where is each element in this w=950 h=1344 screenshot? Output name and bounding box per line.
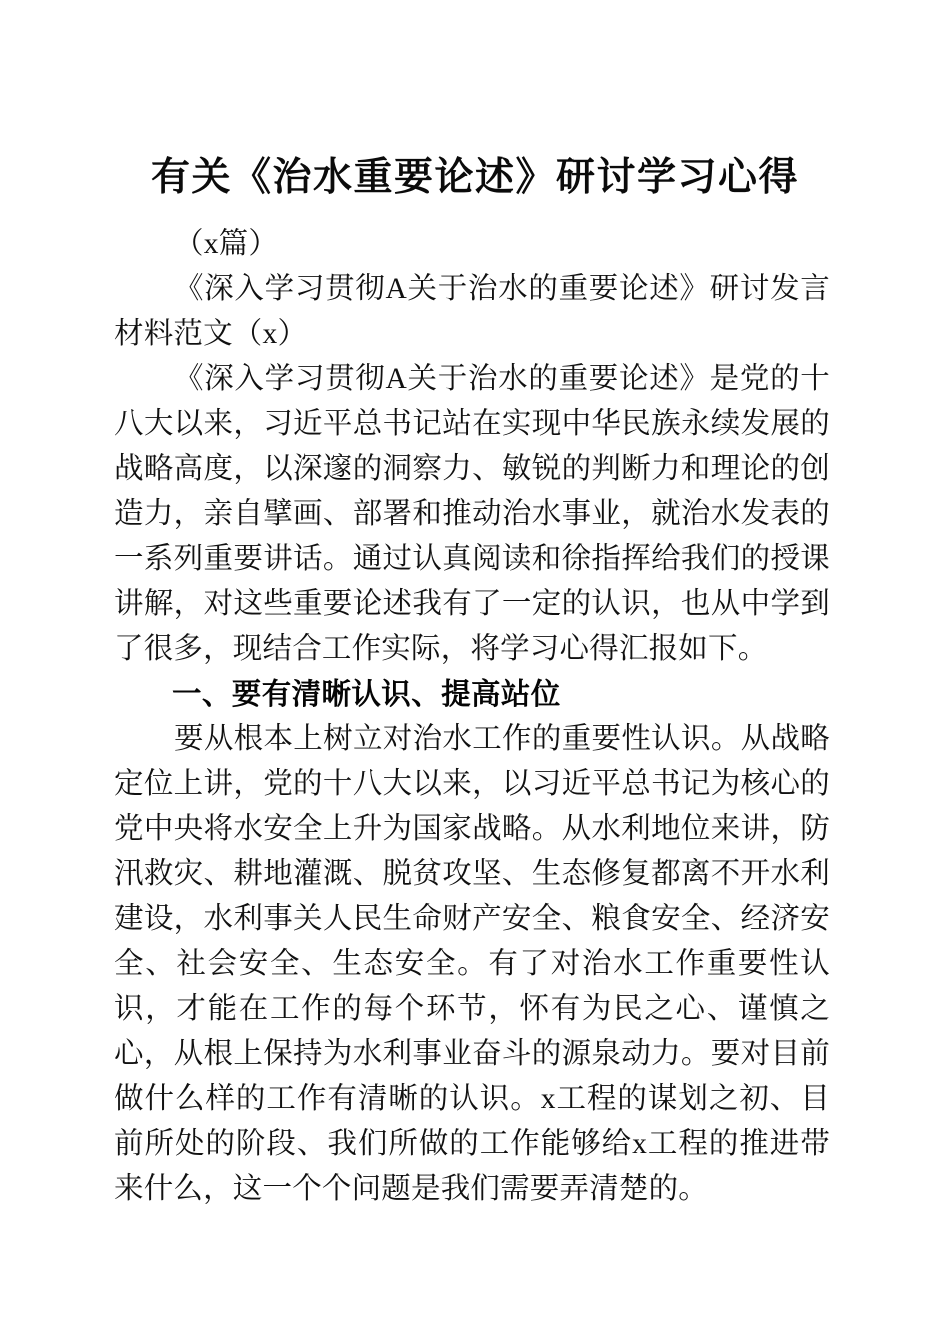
section-heading-one: 一、要有清晰认识、提高站位 (172, 678, 561, 711)
document-body (114, 222, 830, 1212)
paragraph-subtitle-line: 《深入学习贯彻A关于治水的重要论述》研讨发言材料范文（x） (114, 273, 830, 350)
page-title: 有关《治水重要论述》研讨学习心得 (150, 156, 799, 200)
paragraph-intro: 《深入学习贯彻A关于治水的重要论述》是党的十八大以来，习近平总书记站在实现中华民族永续发展的战略高度，以深邃的洞察力、敏锐的判断力和理论的创造力，亲自擘画、部署和推动治水事业，就治水发表的一系列重要讲话。通过认真阅读和徐指挥给我们的授课讲解，对这些重要论述我有了一定的认识，也从中学到了很多，现结合工作实际，将学习心得汇报如下。 (114, 363, 830, 665)
paragraph-count-note: （x篇） (174, 228, 279, 260)
paragraph-section-one-body: 要从根本上树立对治水工作的重要性认识。从战略定位上讲，党的十八大以来，以习近平总书记为核心的党中央将水安全上升为国家战略。从水利地位来讲，防汛救灾、耕地灌溉、脱贫攻坚、生态修复都离不开水利建设，水利事关人民生命财产安全、粮食安全、经济安全、社会安全、生态安全。有了对治水工作重要性认识，才能在工作的每个环节，怀有为民之心、谨慎之心，从根上保持为水利事业奋斗的源泉动力。要对目前做什么样的工作有清晰的认识。x工程的谋划之初、目前所处的阶段、我们所做的工作能够给x工程的推进带来什么，这一个个问题是我们需要弄清楚的。 (114, 723, 830, 1205)
